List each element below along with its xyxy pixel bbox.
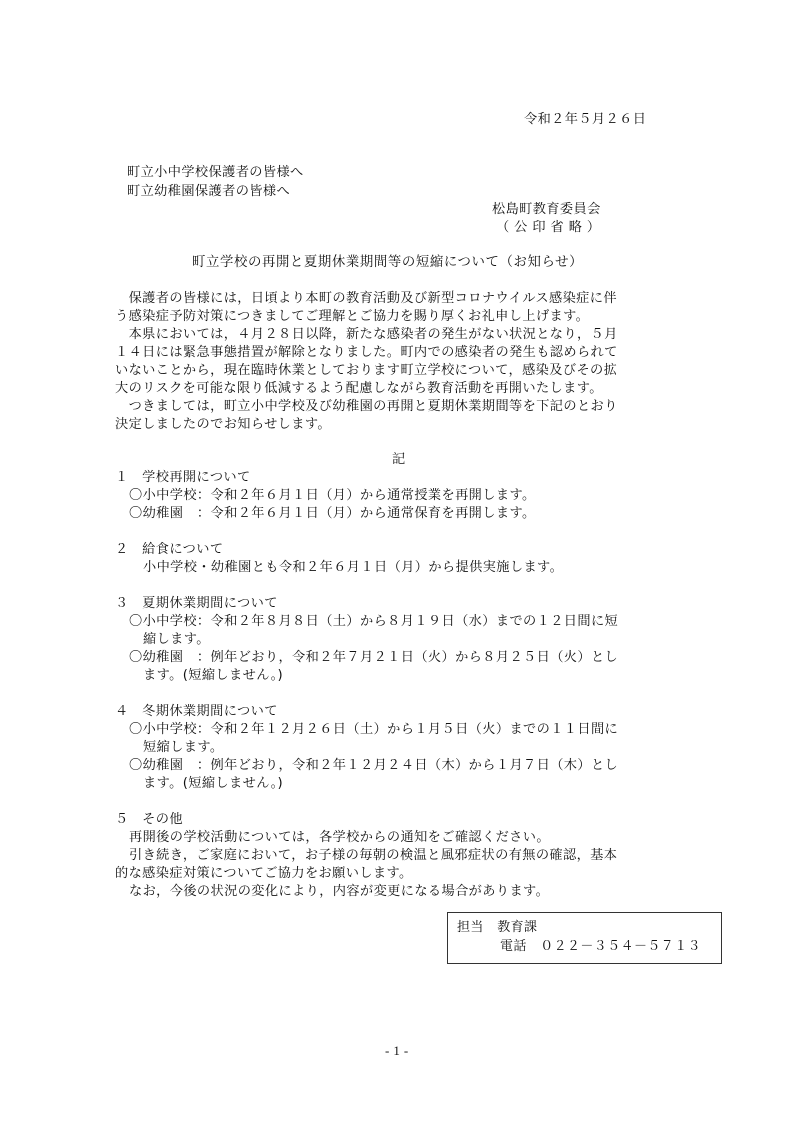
contact-department: 担当 教育課	[457, 920, 538, 935]
recipient-elementary-junior-high: 町立小中学校保護者の皆様へ	[127, 165, 304, 180]
section-heading-winter-break: ４ 冬期休業期間について	[115, 704, 278, 719]
document-title: 町立学校の再開と夏期休業期間等の短縮について（お知らせ）	[192, 255, 584, 270]
section-line: 短縮します。	[143, 740, 224, 755]
contact-box	[447, 912, 722, 964]
page-number: - 1 -	[385, 1043, 409, 1058]
section-line: 〇幼稚園 ：例年どおり，令和２年１２月２４日（木）から１月７日（木）とし	[129, 758, 619, 773]
section-line: 〇小中学校：令和２年８月８日（土）から８月１９日（水）までの１２日間に短	[129, 614, 619, 629]
section-line: ます。(短縮しません。)	[143, 776, 284, 791]
section-heading-summer-break: ３ 夏期休業期間について	[115, 596, 278, 611]
section-line: 的な感染症対策についてご協力をお願いします。	[115, 866, 413, 881]
section-line: なお，今後の状況の変化により，内容が変更になる場合があります。	[129, 884, 550, 899]
ki-heading: 記	[392, 452, 406, 467]
section-heading-school-lunch: ２ 給食について	[115, 542, 224, 557]
recipient-kindergarten: 町立幼稚園保護者の皆様へ	[127, 184, 291, 199]
section-line: 〇小中学校：令和２年６月１日（月）から通常授業を再開します。	[129, 488, 536, 503]
section-line: 再開後の学校活動については，各学校からの通知をご確認ください。	[129, 830, 550, 845]
contact-phone: 電話 ０２２－３５４－５７１３	[500, 939, 702, 954]
section-heading-other: ５ その他	[115, 812, 183, 827]
section-line: 縮します。	[143, 632, 210, 647]
sender-name: 松島町教育委員会	[492, 202, 601, 217]
section-line: 〇幼稚園 ：令和２年６月１日（月）から通常保育を再開します。	[129, 506, 536, 521]
body-line: 保護者の皆様には，日頃より本町の教育活動及び新型コロナウイルス感染症に伴	[115, 291, 617, 306]
section-line: 引き続き，ご家庭において，お子様の毎朝の検温と風邪症状の有無の確認，基本	[129, 848, 618, 863]
issue-date: 令和２年５月２６日	[524, 112, 647, 127]
body-line: １４日には緊急事態措置が解除となりました。町内での感染者の発生も認められて	[115, 345, 618, 360]
section-line: 〇小中学校：令和２年１２月２６日（土）から１月５日（火）までの１１日間に	[129, 722, 619, 737]
official-seal-omitted: （ 公 印 省 略 ）	[496, 220, 601, 235]
section-line: 小中学校・幼稚園とも令和２年６月１日（月）から提供実施します。	[143, 560, 564, 575]
body-line: 決定しましたのでお知らせします。	[115, 417, 331, 432]
section-line: ます。(短縮しません。)	[143, 668, 284, 683]
section-line: 〇幼稚園 ：例年どおり，令和２年７月２１日（火）から８月２５日（火）とし	[129, 650, 619, 665]
body-line: 本県においては，４月２８日以降，新たな感染者の発生がない状況となり，５月	[115, 327, 618, 342]
body-line: いないことから，現在臨時休業としております町立学校について，感染及びその拡	[115, 363, 618, 378]
body-line: つきましては，町立小中学校及び幼稚園の再開と夏期休業期間等を下記のとおり	[115, 399, 618, 414]
section-heading-school-reopening: １ 学校再開について	[115, 470, 251, 485]
body-line: 大のリスクを可能な限り低減するよう配慮しながら教育活動を再開いたします。	[115, 381, 603, 396]
body-line: う感染症予防対策につきましてご理解とご協力を賜り厚くお礼申し上げます。	[115, 309, 590, 324]
